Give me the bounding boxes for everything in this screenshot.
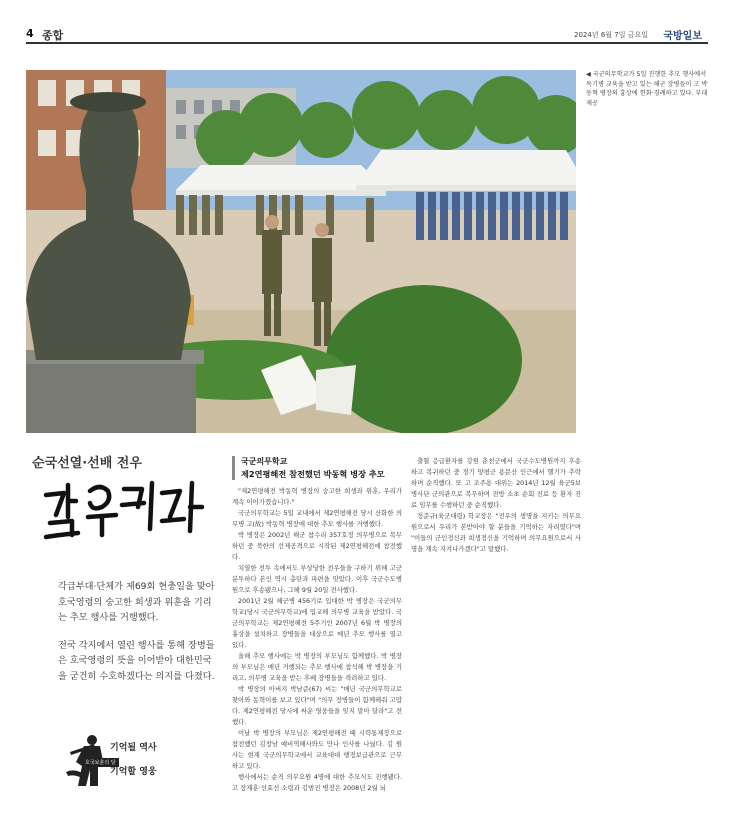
page-number: 4	[26, 27, 34, 40]
article-label: 국군의무학교	[241, 457, 288, 466]
logo-badge: 호국보훈의 달	[82, 758, 119, 767]
article-paragraph: 출혈 응급환자를 강원 춘천군에서 국군수도병원까지 후송하고 복귀하던 중 경기 양평군 용문산 인근에서 헬기가 추락하며 순직했다. 또 고 조주용 대위는 2014년 12월 육군5보병사단 군의관으로 복무하며 전방 소초 순회 진료 등 환자 진료 임무를 수행하던 중 순직했다.	[411, 457, 581, 509]
article-paragraph: 정준규(육군대령) 학교장은 "전우의 생명을 지키는 의무요원으로서 우리가 본받아야 할 분들을 기억하는 자리였다"며 "이들의 군인정신과 희생정신을 기억하며 의무요원으로서 사명을 계속 지켜나가겠다"고 말했다.	[411, 512, 581, 553]
article	[232, 456, 581, 796]
sidebar-kicker: 순국선열·선배 전우	[32, 456, 142, 471]
sidebar-paragraph: 전국 각지에서 열린 행사를 통해 장병들은 호국영령의 뜻을 이어받아 대한민국을 굳건히 수호하겠다는 의지를 다졌다.	[58, 639, 215, 682]
newspaper-name: 국방일보	[663, 31, 702, 42]
article-paragraph: 박 병장의 아버지 박남준(67) 씨는 "매년 국군의무학교로 찾아와 동혁이를 보고 있다"며 "의무 장병들이 함께해줘 고맙다. 제2연평해전 당시에 싸운 영웅들을 잊지 말아 달라"고 전했다.	[232, 685, 402, 726]
sidebar-body	[58, 579, 216, 685]
article-paragraph: 행사에서는 순직 의무요원 4명에 대한 추모식도 진행됐다. 고 장재훈·선효선 소령과 김범진 병장은 2008년 2월 뇌	[232, 773, 402, 792]
article-column-2	[411, 456, 581, 555]
article-paragraph: 국군의무학교는 5일 교내에서 제2연평해전 당시 산화한 의무병 고(故) 박동혁 병장에 대한 추모 행사를 거행했다.	[232, 509, 402, 528]
page-header	[26, 24, 708, 44]
logo-line-1: 기억될 역사	[110, 743, 157, 753]
sidebar-paragraph: 각급부대·단체가 제69회 현충일을 맞아 호국영령의 숭고한 희생과 위훈을 기리는 추모 행사를 거행했다.	[58, 581, 215, 624]
remembrance-logo	[64, 732, 174, 788]
calligraphy-title-graphic	[38, 477, 208, 549]
article-column-1	[232, 456, 402, 794]
article-title: 제2연평해전 참전했던 박동혁 병장 추모	[241, 469, 385, 479]
article-paragraph: 2001년 2월 해군병 456기로 입대한 박 병장은 국군의무학교(당시 국군의무학교)에 입교해 의무병 교육을 받았다. 국군의무학교는 제2연평해전 5주기인 2007년 6월 박 병장의 흉상을 설치하고 장병들을 대상으로 매년 추모 행사를 열고 있다.	[232, 597, 402, 649]
article-paragraph: 박 병장은 2002년 해군 참수리 357호정 의무병으로 복무하던 중 북한의 선제공격으로 시작된 제2연평해전에 참전했다.	[232, 531, 402, 561]
article-paragraph: "제2연평해전 박동혁 병장의 숭고한 희생과 위훈, 우리가 계속 이어가겠습니다."	[232, 487, 402, 506]
issue-date: 2024년 6월 7일 금요일	[574, 31, 648, 39]
ceremony-photo-illustration	[26, 70, 576, 433]
photo-caption: ◀ 국군의무학교가 5일 진행한 추모 행사에서 독기병 교육을 받고 있는 해군 장병들이 고 박동혁 병장의 흉상에 헌화·경례하고 있다. 부대 제공	[586, 71, 708, 107]
article-heading	[232, 456, 402, 480]
article-paragraph: 치열한 전투 속에서도 부상당한 전우들을 구하기 위해 고군분투하다 본인 역시 총탄과 파편을 맞았다. 이후 국군수도병원으로 후송됐으나, 그해 9월 20일 전사했다.	[232, 564, 402, 594]
ceremony-photo	[26, 70, 576, 433]
sidebar	[26, 452, 216, 685]
article-paragraph: 올해 추모 행사에는 박 병장의 부모님도 함께했다. 박 병장의 부모님은 매년 거행되는 추모 행사에 참석해 박 병장을 기리고, 의무병 교육을 받는 후배 장병들을 격려하고 있다.	[232, 652, 402, 682]
section-name: 종합	[42, 29, 64, 42]
calligraphy-title	[38, 477, 208, 549]
logo-line-2: 기억할 영웅	[110, 767, 157, 777]
article-paragraph: 이날 박 병장의 부모님은 제2연평해전 때 시력통제장으로 참전했던 김창남 예비역해사와도 만나 인사를 나눴다. 김 원사는 현재 국군의무학교에서 교육대대 행정보급관으로 근무하고 있다.	[232, 729, 402, 770]
